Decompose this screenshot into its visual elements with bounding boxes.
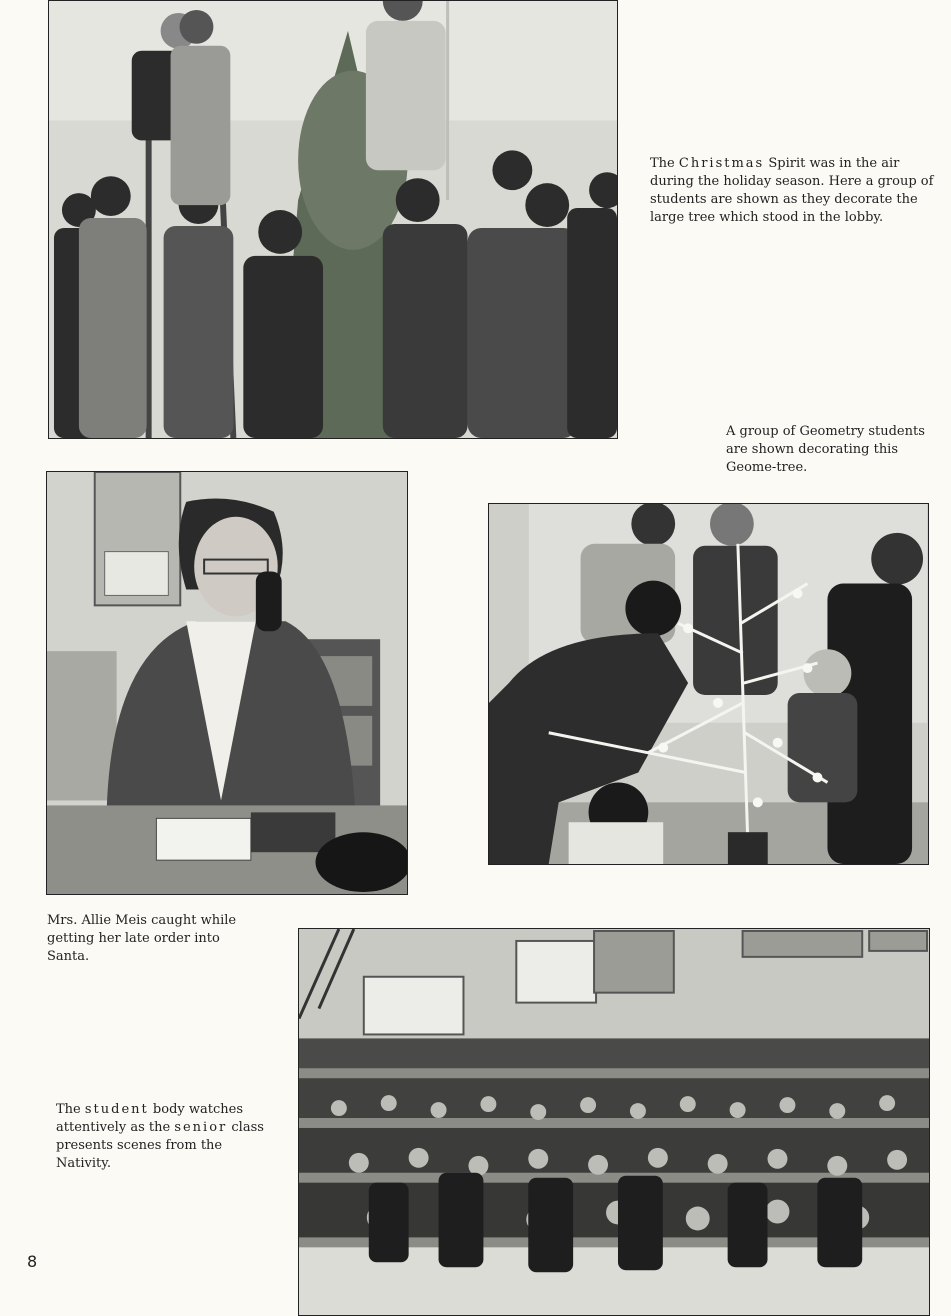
caption-christmas-spirit	[650, 155, 940, 227]
photo-teacher-phone	[46, 471, 408, 895]
photo-geome-tree	[488, 503, 929, 865]
caption-student-body-lead: The	[56, 1102, 81, 1117]
caption-geometry	[726, 423, 940, 477]
page-number: 8	[27, 1252, 38, 1271]
caption-student-body	[56, 1101, 271, 1173]
caption-christmas-spaced-word: Christmas	[678, 156, 765, 171]
caption-christmas-rest: Spirit was in the air during the holiday season. Here a group of students are shown as they decorate the large tree which stood in the lobby.	[650, 156, 934, 225]
caption-student-body-rest: class presents scenes from the Nativity.	[56, 1120, 264, 1171]
caption-student-body-spaced-2: senior	[174, 1120, 228, 1135]
caption-student-body-mid: body watches attentively as the	[56, 1102, 243, 1135]
photo-tree-decorating	[48, 0, 618, 439]
caption-mrs-meis-text: Mrs. Allie Meis caught while getting her late order into Santa.	[47, 913, 237, 964]
caption-student-body-spaced-1: student	[84, 1102, 149, 1117]
caption-mrs-meis	[47, 912, 257, 966]
caption-christmas-lead: The	[650, 156, 675, 171]
photo-assembly	[298, 928, 930, 1316]
caption-geometry-text: A group of Geometry students are shown decorating this Geome-tree.	[726, 424, 925, 475]
